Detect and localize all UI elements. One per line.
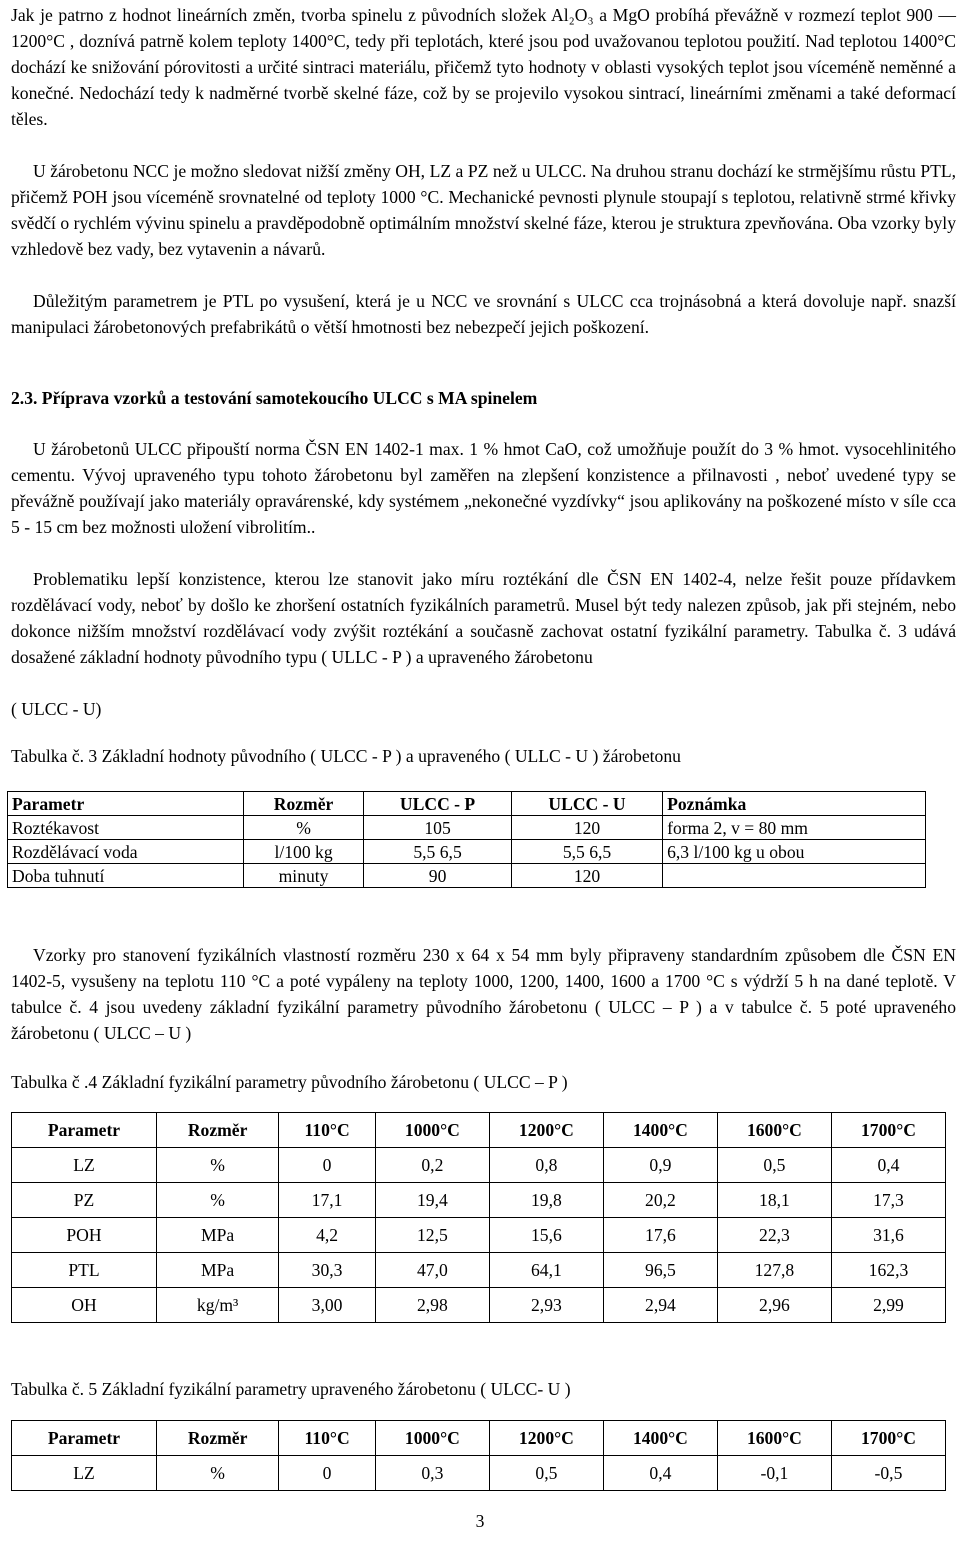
table-cell: 0,9: [603, 1148, 717, 1183]
table-5: [11, 1420, 946, 1491]
paragraph-ptl-importance: Důležitým parametrem je PTL po vysušení, která je u NCC ve srovnání s ULCC cca trojnásobná a která dovoluje např. snazší manipulaci žárobetonových prefabrikátů o větší hmotnosti bez nebezpečí jejich poškození.: [11, 291, 956, 337]
table-cell: 17,3: [831, 1183, 945, 1218]
table-cell: kg/m³: [156, 1288, 278, 1323]
table-cell: minuty: [243, 864, 363, 888]
table-cell: 5,5 6,5: [511, 840, 662, 864]
table-cell: 162,3: [831, 1253, 945, 1288]
table-row: [12, 1148, 946, 1183]
table-row: [12, 1218, 946, 1253]
table-cell: 64,1: [489, 1253, 603, 1288]
table-cell: 4,2: [279, 1218, 376, 1253]
table-cell: 17,1: [279, 1183, 376, 1218]
paragraph-ncc-comparison: U žárobetonu NCC je možno sledovat nižší změny OH, LZ a PZ než u ULCC. Na druhou stranu dochází ke strmějšímu růstu PTL, přičemž POH jsou víceméně srovnatelné od teploty 1000 °C. Mechanické pevnosti plynule stoupají s teplotou, relativně strmé křivky svědčí o rychlém vývinu spinelu a pravděpodobně optimálním množství skelné fáze, kterou je struktura zpevňována. Oba vzorky byly vzhledově bez vady, bez vytavenin a návarů.: [11, 161, 956, 259]
table-row: [8, 864, 926, 888]
table-cell: 31,6: [831, 1218, 945, 1253]
table-cell: 20,2: [603, 1183, 717, 1218]
table-cell: %: [156, 1456, 278, 1491]
table-cell: 0,4: [603, 1456, 717, 1491]
table-header-row: [8, 792, 926, 816]
table-cell: 0,8: [489, 1148, 603, 1183]
table-cell: 18,1: [717, 1183, 831, 1218]
table-cell: 127,8: [717, 1253, 831, 1288]
table-header-cell: 1700°C: [831, 1113, 945, 1148]
table-cell: Doba tuhnutí: [8, 864, 244, 888]
table-cell: 2,93: [489, 1288, 603, 1323]
table-row: [12, 1456, 946, 1491]
table-cell: 105: [364, 816, 512, 840]
table-cell: Rozdělávací voda: [8, 840, 244, 864]
table-header-cell: 1700°C: [831, 1421, 945, 1456]
table-header-cell: 1400°C: [603, 1113, 717, 1148]
table-header-cell: Rozměr: [156, 1421, 278, 1456]
table-cell: 96,5: [603, 1253, 717, 1288]
table-header-cell: Poznámka: [663, 792, 926, 816]
table-cell: [663, 864, 926, 888]
table-header-cell: Parametr: [12, 1421, 157, 1456]
table-cell: -0,1: [717, 1456, 831, 1491]
table-cell: 0,3: [375, 1456, 489, 1491]
table-cell: PZ: [12, 1183, 157, 1218]
table-cell: %: [156, 1148, 278, 1183]
table-header-cell: Parametr: [12, 1113, 157, 1148]
table-cell: 0: [279, 1148, 376, 1183]
paragraph-ulcc-norm: U žárobetonů ULCC připouští norma ČSN EN 1402-1 max. 1 % hmot CaO, což umožňuje použít do 3 % hmot. vysocehlinitého cementu. Vývoj upraveného typu tohoto žárobetonu byl zaměřen na zlepšení konzistence a přilnavosti , neboť uvedené typy se převážně používají jako materiály opravárenské, kdy systémem „nekonečné vyzdívky“ jsou aplikovány na poškozené místo v síle cca 5 - 15 cm bez možnosti uložení vibrolitím..: [11, 439, 956, 537]
table-cell: 2,96: [717, 1288, 831, 1323]
table-header-cell: Rozměr: [156, 1113, 278, 1148]
table-cell: 0,4: [831, 1148, 945, 1183]
table-cell: 3,00: [279, 1288, 376, 1323]
table-header-cell: 1200°C: [489, 1421, 603, 1456]
table-header-cell: 1600°C: [717, 1421, 831, 1456]
table-cell: 6,3 l/100 kg u obou: [663, 840, 926, 864]
table-header-cell: ULCC - U: [511, 792, 662, 816]
table-cell: 19,8: [489, 1183, 603, 1218]
table-cell: 120: [511, 864, 662, 888]
table-cell: %: [156, 1183, 278, 1218]
table-cell: Roztékavost: [8, 816, 244, 840]
table-cell: 0,5: [489, 1456, 603, 1491]
table-cell: %: [243, 816, 363, 840]
table-cell: MPa: [156, 1253, 278, 1288]
table-row: [8, 840, 926, 864]
table4-caption: Tabulka č .4 Základní fyzikální parametry původního žárobetonu ( ULCC – P ): [11, 1072, 568, 1092]
table-cell: MPa: [156, 1218, 278, 1253]
table-cell: POH: [12, 1218, 157, 1253]
table-header-row: [12, 1113, 946, 1148]
table-header-cell: Parametr: [8, 792, 244, 816]
table-4: [11, 1112, 946, 1323]
table-header-cell: 1000°C: [375, 1113, 489, 1148]
table-cell: 22,3: [717, 1218, 831, 1253]
table-cell: LZ: [12, 1148, 157, 1183]
table-cell: 12,5: [375, 1218, 489, 1253]
section-heading: 2.3. Příprava vzorků a testování samotekoucího ULCC s MA spinelem: [11, 388, 538, 408]
table-row: [8, 816, 926, 840]
table-cell: PTL: [12, 1253, 157, 1288]
table-cell: 2,98: [375, 1288, 489, 1323]
table-cell: l/100 kg: [243, 840, 363, 864]
table-cell: 17,6: [603, 1218, 717, 1253]
table-cell: 5,5 6,5: [364, 840, 512, 864]
table-cell: OH: [12, 1288, 157, 1323]
table-header-cell: 110°C: [279, 1113, 376, 1148]
table-row: [12, 1288, 946, 1323]
table-header-cell: 1400°C: [603, 1421, 717, 1456]
table-cell: -0,5: [831, 1456, 945, 1491]
table-cell: 30,3: [279, 1253, 376, 1288]
table-cell: 2,99: [831, 1288, 945, 1323]
table-cell: 15,6: [489, 1218, 603, 1253]
paragraph-spinel-formation: Jak je patrno z hodnot lineárních změn, tvorba spinelu z původních složek Al₂O₃ a MgO probíhá převážně v rozmezí teplot 900 — 1200°C , doznívá patrně kolem teploty 1400°C, tedy při teplotách, které jsou pod uvažovanou teplotou použití. Nad teplotou 1400°C dochází ke snižování pórovitosti a určité sintraci materiálu, přičemž tyto hodnoty v oblasti vysokých teplot jsou víceméně neměnné a konečné. Nedochází tedy k nadměrné tvorbě skelné fáze, což by se projevilo vysokou sintrací, lineárními změnami a také deformací těles.: [11, 5, 956, 129]
table-cell: LZ: [12, 1456, 157, 1491]
table-header-cell: 110°C: [279, 1421, 376, 1456]
table5-caption: Tabulka č. 5 Základní fyzikální parametry upraveného žárobetonu ( ULCC- U ): [11, 1379, 571, 1399]
table-cell: 120: [511, 816, 662, 840]
table-cell: 47,0: [375, 1253, 489, 1288]
table-header-cell: 1200°C: [489, 1113, 603, 1148]
table3-caption: Tabulka č. 3 Základní hodnoty původního ( ULCC - P ) a upraveného ( ULLC - U ) žárobetonu: [11, 746, 681, 766]
paragraph-ulcc-u-label: ( ULCC - U): [11, 699, 102, 719]
table-3: [7, 791, 926, 888]
table-header-cell: 1600°C: [717, 1113, 831, 1148]
table-header-cell: ULCC - P: [364, 792, 512, 816]
table-row: [12, 1253, 946, 1288]
table-cell: 0,2: [375, 1148, 489, 1183]
table-header-cell: Rozměr: [243, 792, 363, 816]
table-cell: 19,4: [375, 1183, 489, 1218]
table-cell: 90: [364, 864, 512, 888]
paragraph-samples: Vzorky pro stanovení fyzikálních vlastností rozměru 230 x 64 x 54 mm byly připraveny standardním způsobem dle ČSN EN 1402-5, vysušeny na teplotu 110 °C a poté vypáleny na teploty 1000, 1200, 1400, 1600 a 1700 °C s výdrží 5 h na dané teplotě. V tabulce č. 4 jsou uvedeny základní fyzikální parametry původního žárobetonu ( ULCC – P ) a v tabulce č. 5 poté upraveného žárobetonu ( ULCC – U ): [11, 945, 956, 1043]
table-cell: 0: [279, 1456, 376, 1491]
table-cell: 2,94: [603, 1288, 717, 1323]
page-number: 3: [475, 1511, 485, 1531]
table-cell: forma 2, v = 80 mm: [663, 816, 926, 840]
paragraph-consistency: Problematiku lepší konzistence, kterou lze stanovit jako míru roztékání dle ČSN EN 1402-4, nelze řešit pouze přídavkem rozdělávací vody, neboť by došlo ke zhoršení ostatních fyzikálních parametrů. Musel být tedy nalezen způsob, jak při stejném, nebo dokonce nižším množství rozdělávací vody zvýšit roztékání a současně zachovat ostatní fyzikální parametry. Tabulka č. 3 udává dosažené základní hodnoty původního typu ( ULLC - P ) a upraveného žárobetonu: [11, 569, 956, 667]
table-header-row: [12, 1421, 946, 1456]
table-row: [12, 1183, 946, 1218]
table-cell: 0,5: [717, 1148, 831, 1183]
table-header-cell: 1000°C: [375, 1421, 489, 1456]
